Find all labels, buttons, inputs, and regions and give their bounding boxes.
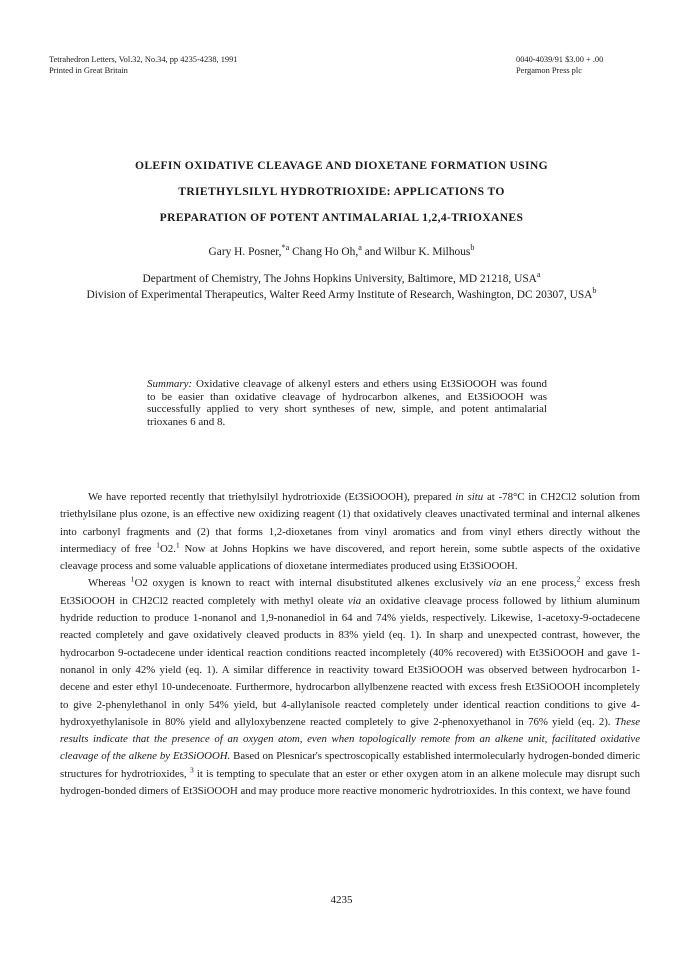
summary-label: Summary: <box>147 378 193 390</box>
author-name: and Wilbur K. Milhous <box>361 246 471 258</box>
affiliation-line: Division of Experimental Therapeutics, Walter Reed Army Institute of Research, Washington, DC 20307, USA$^b$ <box>86 286 597 301</box>
title-line: TRIETHYLSILYL HYDROTRIOXIDE: APPLICATIONS TO <box>178 185 505 198</box>
title-line: OLEFIN OXIDATIVE CLEAVAGE AND DIOXETANE FORMATION USING <box>134 159 549 172</box>
price-code: 0040-4039/91 $3.00 + .00 <box>516 55 604 64</box>
publisher: Pergamon Press plc <box>516 66 582 75</box>
article-title <box>60 153 623 231</box>
author-list <box>60 243 623 258</box>
title-line: PREPARATION OF POTENT ANTIMALARIAL 1,2,4-TRIOXANES <box>159 211 524 224</box>
summary-text: Oxidative cleavage of alkenyl esters and ethers using Et3SiOOOH was found to be easier than oxidative cleavage of hydrocarbon alkenes, and Et3SiOOOH was successfully applied to very short syntheses of new, simple, and potent antimalarial trioxanes 6 and 8. <box>147 378 547 428</box>
author-name: Gary H. Posner, <box>208 246 282 258</box>
author-affil-mark: a <box>358 243 362 253</box>
summary-abstract <box>147 378 547 428</box>
page-number: 4235 <box>330 894 353 906</box>
journal-header-left <box>49 54 237 76</box>
body-text <box>60 489 640 800</box>
printed-location: Printed in Great Britain <box>49 66 128 75</box>
author-affil-mark: b <box>470 243 475 253</box>
affiliation-line: Department of Chemistry, The Johns Hopkins University, Baltimore, MD 21218, USA$^a$ <box>142 270 541 285</box>
paragraph: We have reported recently that triethylsilyl hydrotrioxide (Et3SiOOOH), prepared in situ at -78°C in CH2Cl2 solution from triethylsilane plus ozone, is an effective new oxidizing reagent (1) that oxidatively cleaves unactivated terminal and internal alkenes into carbonyl fragments and (2) that forms 1,2-dioxetanes from vinyl aromatics and from vinyl ethers directly without the intermediacy of free $^1$O2.$^1$ Now at Johns Hopkins we have discovered, and report herein, some subtle aspects of the oxidative cleavage process and some valuable applications of dioxetane intermediates produced using Et3SiOOOH. <box>60 491 640 573</box>
affiliations <box>30 271 653 303</box>
author-affil-mark: *a <box>281 243 290 253</box>
journal-citation: Tetrahedron Letters, Vol.32, No.34, pp 4235-4238, 1991 <box>49 55 238 64</box>
paragraph: Whereas $^1$O2 oxygen is known to react with internal disubstituted alkenes exclusively via an ene process,$^2$ excess fresh Et3SiOOOH in CH2Cl2 reacted completely with methyl oleate via an oxidative cleavage process followed by lithium aluminum hydride reduction to produce 1-nonanol and 1,9-nonanediol in 64 and 74% yields, respectively. Likewise, 1-acetoxy-9-octadecene reacted completely and gave oxidatively cleaved products in 83% yield (eq. 1). In sharp and unexpected contrast, however, the hydrocarbon 9-octadecene under identical reaction conditions reacted incompletely (40% recovered) with Et3SiOOOH and gave 1-nonanol in only 42% yield (eq. 1). A similar difference in reactivity toward Et3SiOOOH was observed between hydrocarbon 1-decene and ester ethyl 10-undecenoate. Furthermore, hydrocarbon allylbenzene reacted with excess fresh Et3SiOOOH incompletely to give 2-phenylethanol in only 54% yield, but 4-allylanisole reacted completely under identical reaction conditions to give 4-hydroxyethylanisole in 80% yield and allyloxybenzene reacted completely to give 2-phenoxyethanol in 76% yield (eq. 2). These results indicate that the presence of an oxygen atom, even when topologically remote from an alkene unit, facilitated oxidative cleavage of the alkene by Et3SiOOOH. Based on Plesnicar's spectroscopically established intermolecularly hydrogen-bonded dimeric structures for hydrotrioxides, $^3$ it is tempting to speculate that an ester or ether oxygen atom in an alkene molecule may disrupt such hydrogen-bonded dimers of Et3SiOOOH and may produce more reactive monomeric hydrotrioxides. In this context, we have found <box>60 574 640 798</box>
journal-header-right <box>516 54 603 76</box>
author-name: Chang Ho Oh, <box>289 246 359 258</box>
